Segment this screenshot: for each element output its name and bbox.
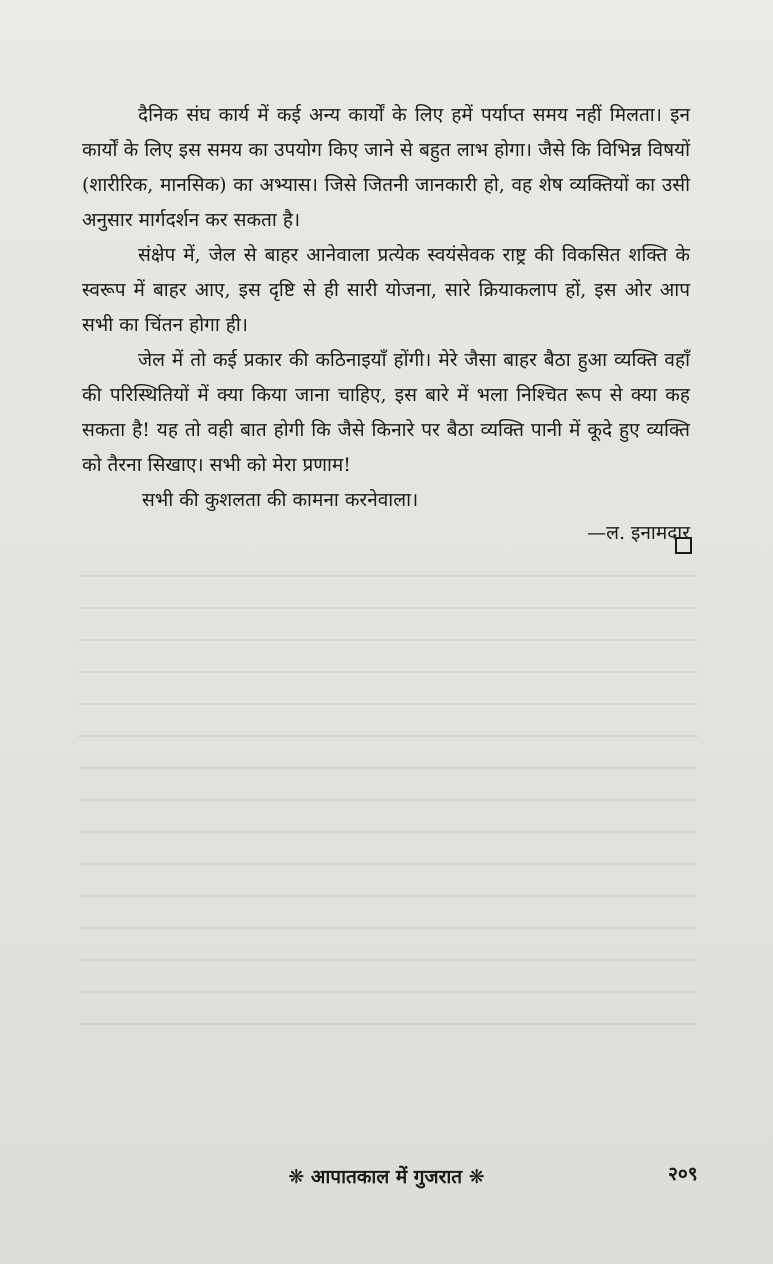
paragraph-1: दैनिक संघ कार्य में कई अन्य कार्यों के लिए हमें पर्याप्त समय नहीं मिलता। इन कार्यों के लिए इस समय का उपयोग किए जाने से बहुत लाभ होगा। जैसे कि विभिन्न विषयों (शारीरिक, मानसिक) का अभ्यास। जिसे जितनी जानकारी हो, वह शेष व्यक्तियों का उसी अनुसार मार्गदर्शन कर सकता है। xyxy=(82,104,690,231)
paragraph-2: संक्षेप में, जेल से बाहर आनेवाला प्रत्येक स्वयंसेवक राष्ट्र की विकसित शक्ति के स्वरूप में बाहर आए, इस दृष्टि से ही सारी योजना, सारे क्रियाकलाप हों, इस ओर आप सभी का चिंतन होगा ही। xyxy=(82,244,690,336)
closing-line: सभी की कुशलता की कामना करनेवाला। xyxy=(142,489,419,511)
bleed-through-text xyxy=(78,575,698,1075)
paragraph-3: जेल में तो कई प्रकार की कठिनाइयाँ होंगी। मेरे जैसा बाहर बैठा हुआ व्यक्ति वहाँ की परिस्थितियों में क्या किया जाना चाहिए, इस बारे में भला निश्चित रूप से क्या कह सकता है! यह तो वही बात होगी कि जैसे किनारे पर बैठा व्यक्ति पानी में कूदे हुए व्यक्ति को तैरना सिखाए। सभी को मेरा प्रणाम! xyxy=(82,349,690,476)
signature: —ल. इनामदार xyxy=(587,522,690,544)
end-of-section-square-icon xyxy=(675,537,692,554)
running-footer-title: ❋ आपातकाल में गुजरात ❋ xyxy=(288,1166,485,1188)
letter-body xyxy=(82,98,690,548)
page-number: २०९ xyxy=(668,1163,698,1185)
